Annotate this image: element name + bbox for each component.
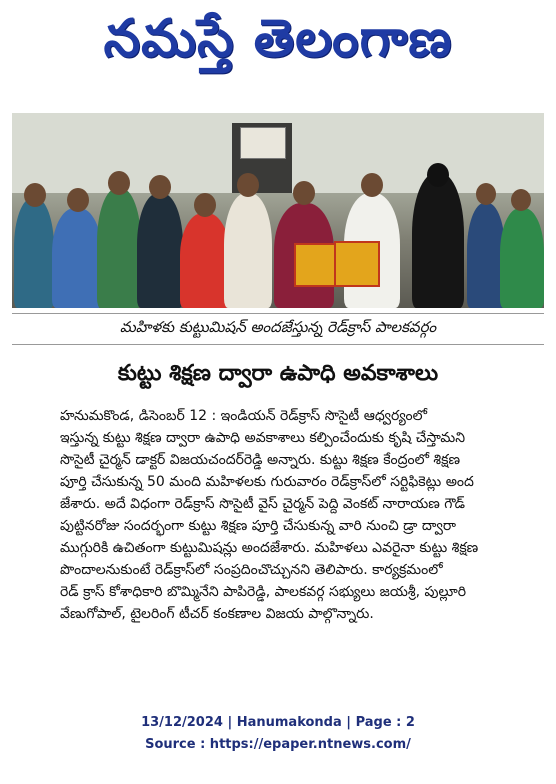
photo-person-head: [293, 181, 315, 205]
photo-person: [412, 173, 464, 308]
photo-person: [180, 213, 230, 308]
photo-person-head: [149, 175, 171, 199]
photo-person: [14, 198, 54, 308]
page-footer: [0, 712, 556, 756]
article-line: వేణుగోపాల్, టైలరింగ్ టీచర్ కంకణాల విజయ పాల్గొన్నారు.: [60, 606, 374, 622]
photo-gift-box: [334, 241, 380, 287]
article-line: ముగ్గురికి ఉచితంగా కుట్టుమిషన్లు అందజేశారు. మహిళలు ఎవరైనా కుట్టు శిక్షణ: [60, 540, 479, 556]
photo-person-head: [476, 183, 496, 205]
photo-person-head: [361, 173, 383, 197]
photo-person-head: [24, 183, 46, 207]
article-line: పూర్తి చేసుకున్న 50 మంది మహిళలకు గురువారం రెడ్‌క్రాస్‌లో సర్టిఫికెట్లు అంద: [60, 474, 474, 490]
article-line: ఇస్తున్న కుట్టు శిక్షణ ద్వారా ఉపాధి అవకాశాలు కల్పించేందుకు కృషి చేస్తామని: [60, 430, 466, 446]
photo-person-head: [511, 189, 531, 211]
photo-signboard: [240, 127, 286, 159]
article-line: పొందాలనుకుంటే రెడ్‌క్రాస్‌లో సంప్రదించొచ్చునని తెలిపారు. కార్యక్రమంలో: [60, 562, 443, 578]
photo-person: [52, 208, 102, 308]
footer-dateline: 13/12/2024 | Hanumakonda | Page : 2: [141, 715, 415, 730]
news-photo: [12, 113, 544, 308]
article-line: పుట్టినరోజు సందర్భంగా కుట్టు శిక్షణ పూర్తి చేసుకున్న వారి నుంచి డ్రా ద్వారా: [60, 518, 456, 534]
photo-person-head: [237, 173, 259, 197]
photo-caption: మహిళకు కుట్టుమిషన్ అందజేస్తున్న రెడ్‌క్రాస్ పాలకవర్గం: [119, 318, 437, 336]
photo-person-head: [427, 163, 449, 187]
photo-caption-bar: [12, 313, 544, 345]
photo-person: [97, 188, 141, 308]
newspaper-title: నమస్తే తెలంగాణ: [103, 8, 453, 69]
article-line: రెడ్ క్రాస్ కోశాధికారి బొమ్మినేని పాపిరెడ్డి, పాలకవర్గ సభ్యులు జయశ్రీ, పుల్లూరి: [60, 584, 467, 600]
article-headline: కుట్టు శిక్షణ ద్వారా ఉపాధి అవకాశాలు: [117, 361, 439, 386]
article-headline-block: [12, 358, 544, 394]
photo-person-head: [67, 188, 89, 212]
footer-source: Source : https://epaper.ntnews.com/: [145, 737, 411, 752]
article-line: హనుమకొండ, డిసెంబర్ 12 : ఇండియన్ రెడ్‌క్రాస్ సొసైటీ ఆధ్వర్యంలో: [60, 408, 427, 424]
article-line: సొసైటీ చైర్మన్ డాక్టర్ విజయచందర్‌రెడ్డి అన్నారు. కుట్టు శిక్షణ కేంద్రంలో శిక్షణ: [60, 452, 461, 468]
article-line: జేశారు. అదే విధంగా రెడ్‌క్రాస్ సొసైటీ వైస్ చైర్మన్ పెద్ది వెంకట్ నారాయణ గౌడ్: [60, 496, 465, 512]
photo-person-head: [194, 193, 216, 217]
masthead: [0, 0, 556, 90]
photo-person: [137, 193, 183, 308]
photo-person-head: [108, 171, 130, 195]
article-body: [60, 405, 479, 625]
photo-person: [224, 193, 272, 308]
photo-person: [500, 208, 544, 308]
photo-gift-box: [294, 243, 336, 287]
